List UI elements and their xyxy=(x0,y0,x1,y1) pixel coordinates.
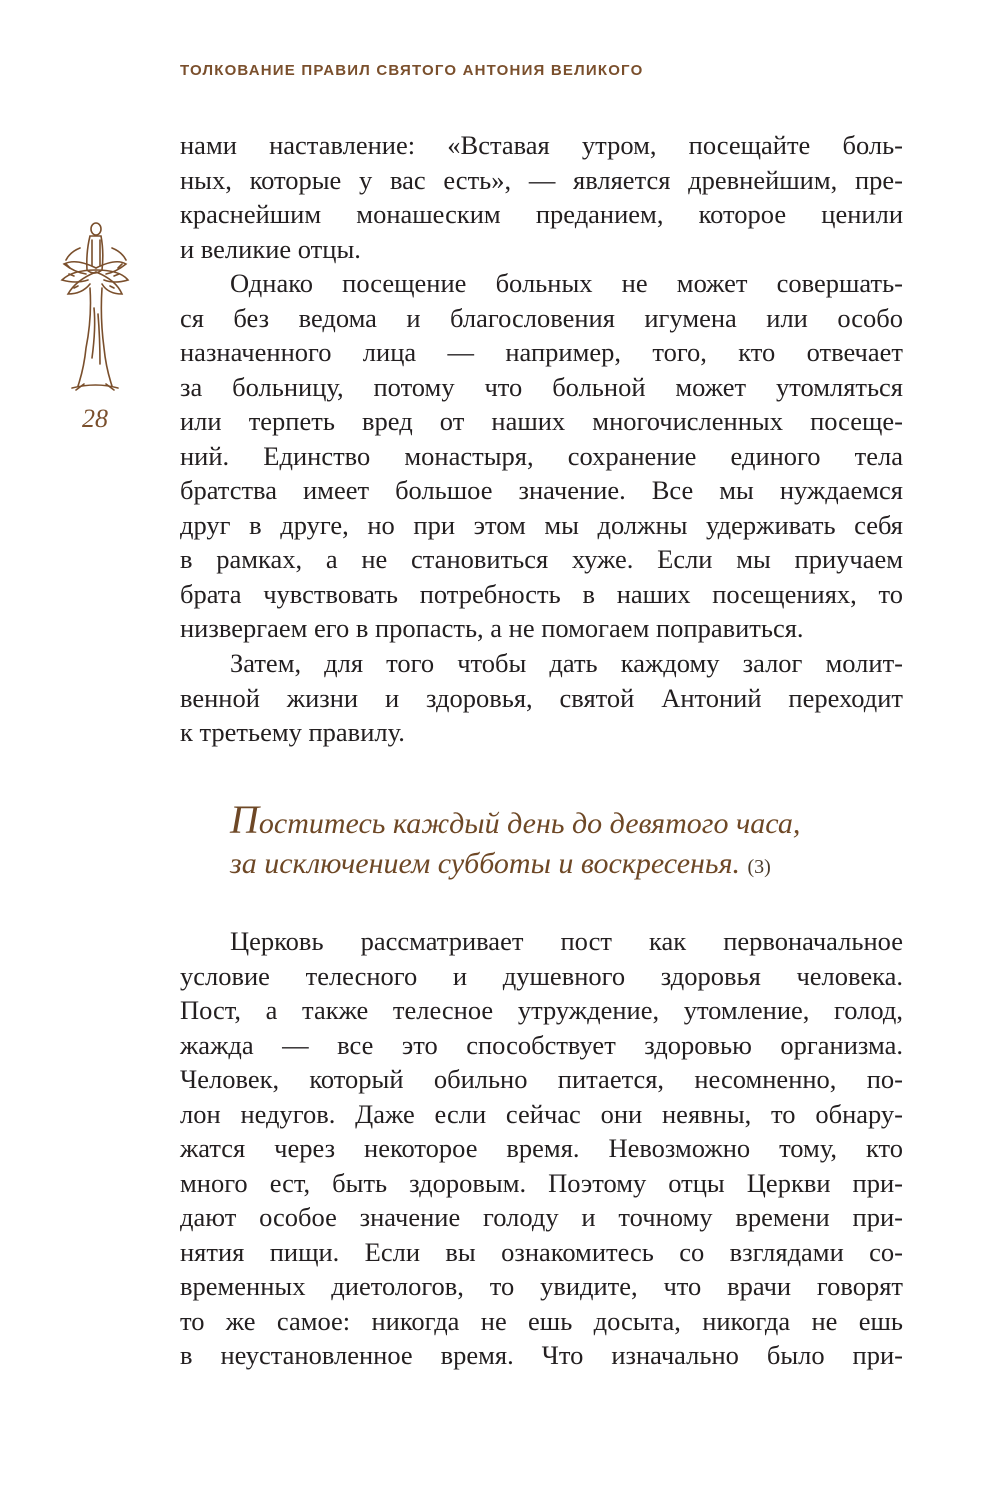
text-line: венной жизни и здоровья, святой Антоний переходит xyxy=(180,682,903,713)
text-line: в неустановленное время. Что изначально было при- xyxy=(180,1340,903,1370)
text-line: Затем, для того чтобы дать каждому залог молит- xyxy=(230,648,903,678)
text-line: дают особое значение голоду и точному времени при- xyxy=(180,1202,903,1232)
rule-reference: (3) xyxy=(747,856,771,878)
text-line: брата чувствовать потребность в наших посещениях, то xyxy=(180,578,903,609)
text-line: ся без ведома и благословения игумена или особо xyxy=(180,302,903,333)
running-head: ТОЛКОВАНИЕ ПРАВИЛ СВЯТОГО АНТОНИЯ ВЕЛИКОГО xyxy=(180,62,644,79)
text-line: за больницу, потому что больной может утомляться xyxy=(180,371,903,402)
text-line: назначенного лица — например, того, кто отвечает xyxy=(180,337,903,367)
tree-ornament-icon xyxy=(56,218,132,396)
text-line: много ест, быть здоровым. Поэтому отцы Церкви при- xyxy=(180,1167,903,1198)
text-line: ний. Единство монастыря, сохранение единого тела xyxy=(180,440,903,471)
text-line: жатся через некоторое время. Невозможно тому, кто xyxy=(180,1133,903,1163)
text-line: нятия пищи. Если вы ознакомитесь со взглядами со- xyxy=(180,1236,903,1267)
text-line: условие телесного и душевного здоровья человека. xyxy=(180,960,903,991)
text-line: краснейшим монашеским преданием, которое ценили xyxy=(180,199,903,229)
text-line: лон недугов. Даже если сейчас они неявны, то обнару- xyxy=(180,1098,903,1129)
text-line: ных, которые у вас есть», — является древнейшим, пре- xyxy=(180,164,903,195)
text-line: временных диетологов, то увидите, что врачи говорят xyxy=(180,1271,903,1301)
text-line: жажда — все это способствует здоровью организма. xyxy=(180,1029,903,1060)
rule-line-2-text: за исключением субботы и воскресенья. xyxy=(230,847,741,880)
text-line: Человек, который обильно питается, несомненно, по- xyxy=(180,1064,903,1094)
paragraph-3 xyxy=(180,646,903,750)
rule-dropcap: П xyxy=(230,797,259,842)
text-line: друг в друге, но при этом мы должны удерживать себя xyxy=(180,509,903,540)
text-line: Пост, а также телесное утруждение, утомление, голод, xyxy=(180,995,903,1025)
rule-line-1-text: оститесь каждый день до девятого часа, xyxy=(258,807,801,840)
text-line: к третьему правилу. xyxy=(180,717,405,747)
text-line: в рамках, а не становиться хуже. Если мы приучаем xyxy=(180,544,903,574)
page-number: 28 xyxy=(82,404,108,433)
paragraph-4 xyxy=(180,924,903,1373)
paragraph-2 xyxy=(180,266,903,646)
text-line: то же самое: никогда не ешь досыта, никогда не ешь xyxy=(180,1305,903,1336)
text-line: Однако посещение больных не может совершать- xyxy=(230,268,903,298)
text-line: братства имеет большое значение. Все мы нуждаемся xyxy=(180,475,903,505)
text-line: или терпеть вред от наших многочисленных посеще- xyxy=(180,406,903,436)
paragraph-1 xyxy=(180,128,903,266)
rule-line-1 xyxy=(230,797,910,844)
rule-heading xyxy=(230,797,910,887)
rule-line-2 xyxy=(230,844,910,887)
text-line: низвергаем его в пропасть, а не помогаем поправиться. xyxy=(180,613,804,643)
text-line: нами наставление: «Вставая утром, посещайте боль- xyxy=(180,130,903,160)
text-line: Церковь рассматривает пост как первоначальное xyxy=(230,926,903,956)
text-line: и великие отцы. xyxy=(180,233,361,264)
